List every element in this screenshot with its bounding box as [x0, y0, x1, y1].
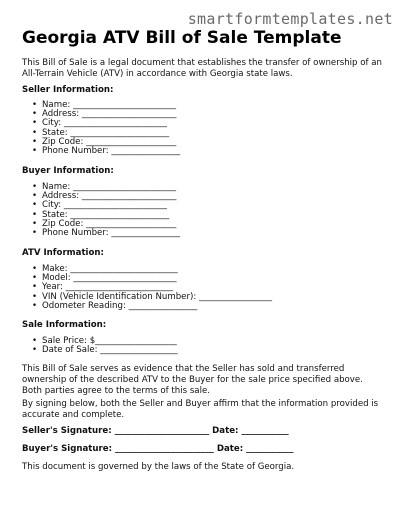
sale-price-field[interactable]: • Sale Price: $___________________ — [32, 337, 178, 346]
atv-heading: ATV Information: — [22, 248, 104, 258]
seller-heading: Seller Information: — [22, 85, 114, 95]
seller-address-field[interactable]: • Address: ______________________ — [32, 110, 180, 119]
site-watermark: smartformtemplates.net — [187, 10, 393, 28]
atv-odometer-field[interactable]: • Odometer Reading: ________________ — [32, 302, 272, 311]
atv-year-field[interactable]: • Year: _________________________ — [32, 283, 272, 292]
seller-city-field[interactable]: • City: ________________________ — [32, 119, 180, 128]
buyer-signature-line[interactable]: Buyer's Signature: _______________________ Date: ___________ — [22, 444, 294, 454]
governing-law-note: This document is governed by the laws of the State of Georgia. — [22, 462, 295, 472]
buyer-address-field[interactable]: • Address: ______________________ — [32, 192, 180, 201]
buyer-field-list — [32, 183, 180, 238]
sale-date-field[interactable]: • Date of Sale: __________________ — [32, 346, 178, 355]
seller-field-list — [32, 101, 180, 156]
buyer-city-field[interactable]: • City: ________________________ — [32, 201, 180, 210]
seller-zip-field[interactable]: • Zip Code: _____________________ — [32, 138, 180, 147]
seller-state-field[interactable]: • State: _______________________ — [32, 129, 180, 138]
affirm-paragraph: By signing below, both the Seller and Buyer affirm that the information provided is accurate and complete. — [22, 399, 379, 420]
sale-field-list — [32, 337, 178, 355]
seller-phone-field[interactable]: • Phone Number: ________________ — [32, 147, 180, 156]
seller-signature-line[interactable]: Seller's Signature: ______________________ Date: ___________ — [22, 426, 289, 436]
atv-vin-field[interactable]: • VIN (Vehicle Identification Number): _________________ — [32, 293, 272, 302]
evidence-paragraph: This Bill of Sale serves as evidence that the Seller has sold and transferred ownership of the described ATV to the Buyer for the sale price specified above. Both parties agree to the terms of this sale. — [22, 364, 363, 396]
sale-heading: Sale Information: — [22, 320, 107, 330]
document-title: Georgia ATV Bill of Sale Template — [22, 28, 342, 48]
buyer-name-field[interactable]: • Name: ________________________ — [32, 183, 180, 192]
buyer-phone-field[interactable]: • Phone Number: ________________ — [32, 229, 180, 238]
atv-field-list — [32, 265, 272, 311]
buyer-zip-field[interactable]: • Zip Code: _____________________ — [32, 220, 180, 229]
atv-model-field[interactable]: • Model: ________________________ — [32, 274, 272, 283]
buyer-state-field[interactable]: • State: _______________________ — [32, 211, 180, 220]
atv-make-field[interactable]: • Make: _________________________ — [32, 265, 272, 274]
seller-name-field[interactable]: • Name: ________________________ — [32, 101, 180, 110]
buyer-heading: Buyer Information: — [22, 166, 114, 176]
intro-paragraph: This Bill of Sale is a legal document that establishes the transfer of ownership of an All-Terrain Vehicle (ATV) in accordance with Georgia state laws. — [22, 58, 382, 79]
